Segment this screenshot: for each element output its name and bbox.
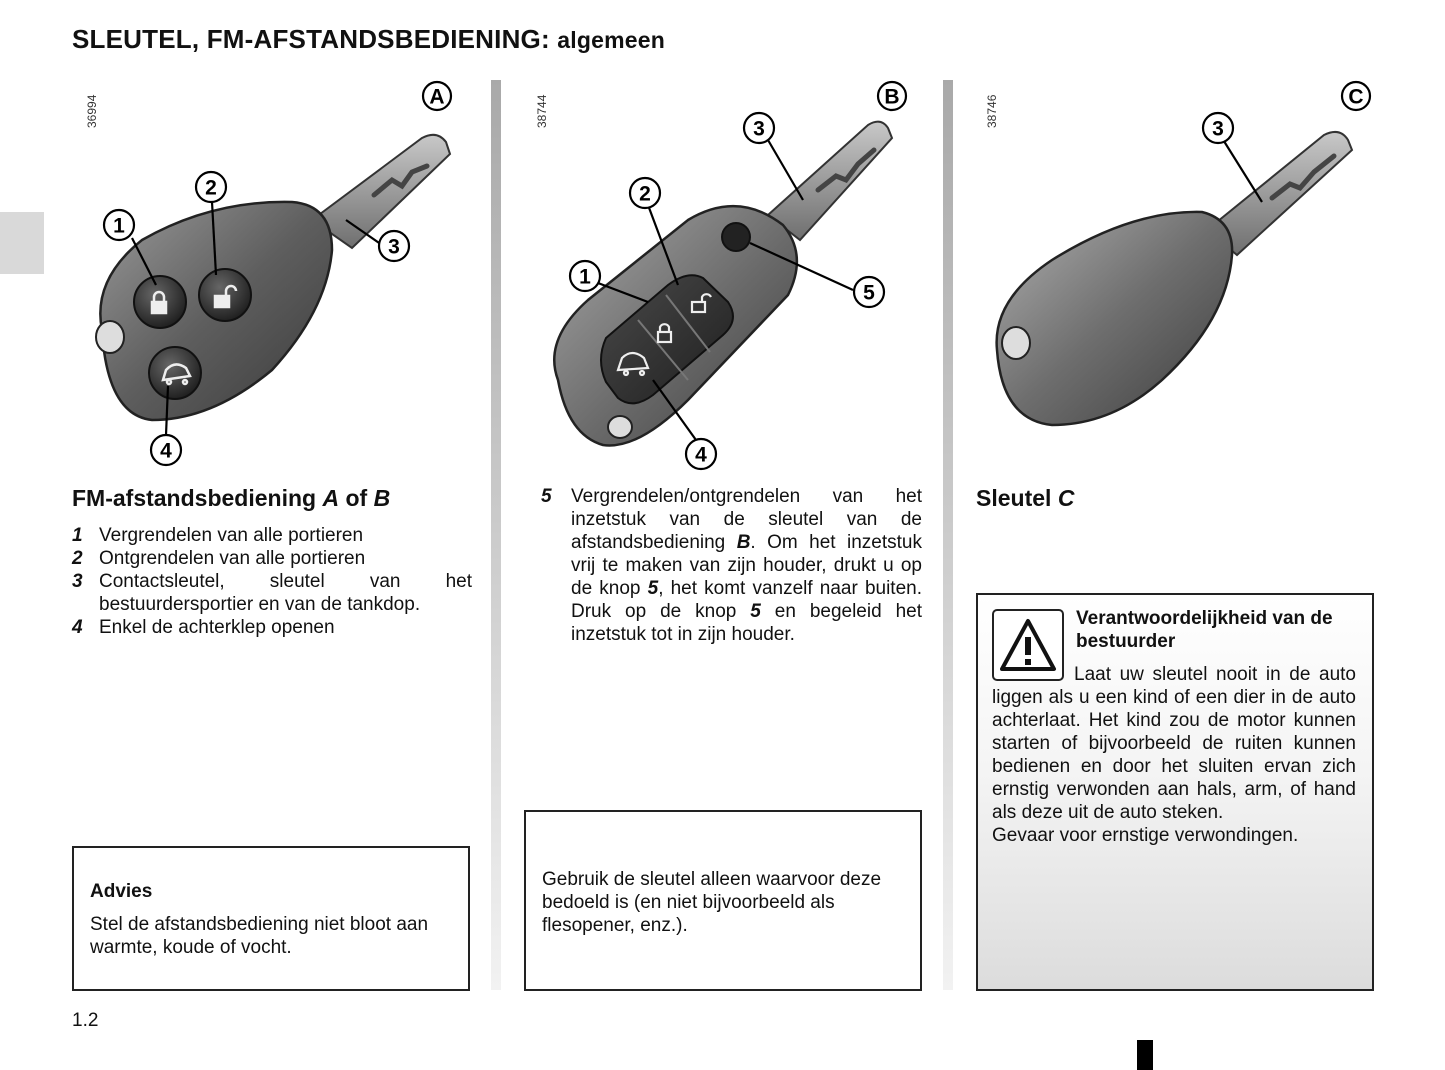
svg-text:3: 3 — [753, 117, 765, 141]
page-marker — [1137, 1040, 1153, 1070]
driver-warning-box — [976, 593, 1374, 991]
remote-heading: FM-afstandsbediening A of B — [72, 485, 391, 511]
svg-text:1: 1 — [113, 214, 125, 238]
warning-text: Laat uw sleutel nooit in de auto liggen als u een kind of een dier in de auto achterlaat. Het kind zou de motor kunnen starten of bijvoorbeeld de ruiten kunnen bedienen en door het sluiten ervan zich ernstig verwonden aan hals, arm, of hand als deze uit de auto steken. — [992, 664, 1356, 823]
svg-text:C: C — [1348, 85, 1364, 109]
list-item: 4 Enkel de achterklep openen — [72, 617, 335, 638]
title-sub: algemeen — [557, 27, 665, 53]
figure-c — [972, 80, 1372, 480]
warning-title: Verantwoordelijkheid van de bestuurder — [1076, 608, 1333, 652]
page-number: 1.2 — [72, 1010, 99, 1031]
warning-icon — [992, 609, 1064, 681]
advice-title: Advies — [90, 881, 153, 902]
key-c-heading: Sleutel C — [976, 485, 1075, 511]
tailgate-button — [149, 347, 201, 399]
key-remote-a-illustration — [62, 80, 462, 480]
svg-text:2: 2 — [205, 176, 217, 200]
chapter-tab — [0, 212, 44, 274]
page-title — [72, 24, 665, 55]
callout-1 — [570, 261, 600, 291]
flip-key-section — [541, 485, 922, 646]
flip-key-instructions: Vergrendelen/ontgrendelen van het inzetstuk van de sleutel van de afstandsbediening B. Om het inzetstuk vrij te maken van zijn houder, drukt u op de knop 5, het komt vanzelf naar buiten. Druk op de knop 5 en begeleid het inzetstuk tot in zijn houder. — [571, 486, 922, 645]
release-button — [722, 223, 750, 251]
figure-ref: 36994 — [85, 94, 99, 128]
callout-3 — [744, 113, 774, 143]
svg-text:A: A — [429, 85, 445, 109]
key-fob-body — [997, 212, 1233, 425]
remote-section — [72, 485, 472, 639]
svg-text:B: B — [884, 85, 900, 109]
key-ring-hole — [96, 321, 124, 353]
title-main: SLEUTEL, FM-AFSTANDSBEDIENING: — [72, 24, 550, 54]
callout-5 — [854, 277, 884, 307]
callout-3-leader — [768, 140, 803, 200]
figure-b — [518, 80, 918, 480]
flip-key-b-illustration — [518, 80, 918, 480]
svg-text:3: 3 — [1212, 117, 1224, 141]
svg-text:3: 3 — [388, 235, 400, 259]
svg-text:1: 1 — [579, 265, 591, 289]
svg-text:5: 5 — [863, 281, 875, 305]
list-item: 2 Ontgrendelen van alle portieren — [72, 548, 366, 569]
callout-3-leader — [1222, 138, 1262, 202]
figure-ref: 38744 — [535, 94, 549, 128]
figure-a — [62, 80, 462, 480]
svg-text:4: 4 — [695, 443, 707, 467]
callout-3 — [1203, 113, 1233, 143]
key-c-section — [976, 485, 1376, 512]
svg-text:4: 4 — [160, 439, 172, 463]
callout-2 — [196, 172, 226, 202]
list-item: 3 Contactsleutel, sleutel van het bestuurdersportier en van de tankdop. — [72, 571, 472, 615]
advice-box — [72, 846, 470, 991]
callout-1 — [104, 210, 134, 240]
column-divider-1 — [491, 80, 501, 990]
advice-text: Stel de afstandsbediening niet bloot aan warmte, koude of vocht. — [90, 914, 429, 958]
callout-4 — [686, 439, 716, 469]
figure-label-c — [1342, 82, 1370, 110]
usage-note-text: Gebruik de sleutel alleen waarvoor deze bedoeld is (en niet bijvoorbeeld als flesopener, enz.). — [542, 869, 882, 936]
callout-2 — [630, 178, 660, 208]
key-c-illustration — [972, 80, 1372, 480]
svg-text:2: 2 — [639, 182, 651, 206]
callout-3 — [379, 231, 409, 261]
usage-note-box — [524, 810, 922, 991]
warning-text-2: Gevaar voor ernstige verwondingen. — [992, 825, 1299, 846]
key-ring-hole — [608, 416, 632, 438]
figure-ref: 38746 — [985, 94, 999, 128]
figure-label-a — [423, 82, 451, 110]
column-divider-2 — [943, 80, 953, 990]
key-ring-hole — [1002, 327, 1030, 359]
figure-label-b — [878, 82, 906, 110]
list-item: 5 Vergrendelen/ontgrendelen van het inzetstuk van de sleutel van de afstandsbediening B. Om het inzetstuk vrij te maken van zijn houder, drukt u op de knop 5, het komt vanzelf naar buiten. Druk op de knop 5 en begeleid het inzetstuk tot in zijn houder. — [541, 486, 922, 645]
callout-4 — [151, 435, 181, 465]
list-item: 1 Vergrendelen van alle portieren — [72, 525, 364, 546]
remote-function-list — [72, 524, 472, 639]
